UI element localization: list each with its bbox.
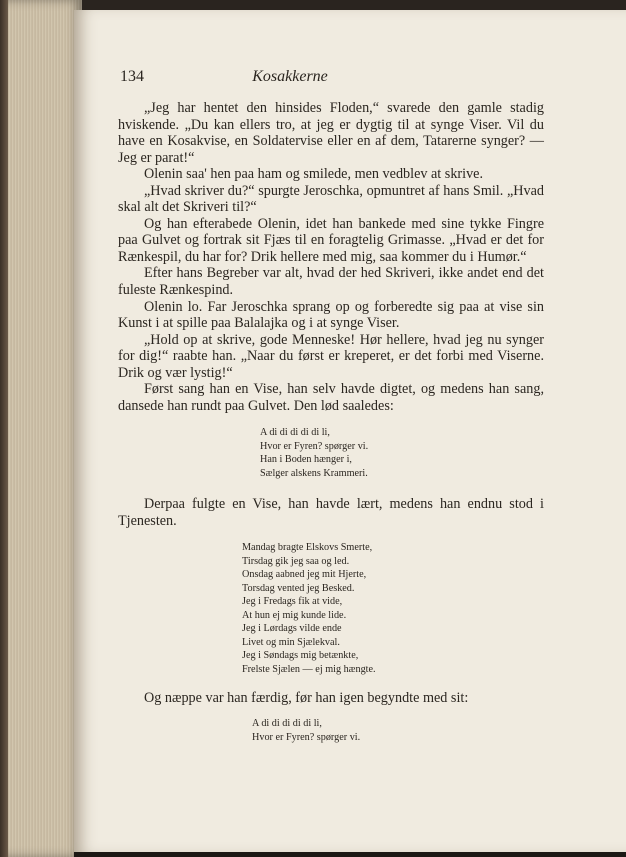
- paragraph-7: „Hold op at skrive, gode Menneske! Hør hellere, hvad jeg nu synger for dig!“ raabte han. „Naar du først er kreperet, er det forbi med Viserne. Drik og vær lystig!“: [118, 331, 544, 381]
- verse-line: Han i Boden hænger i,: [260, 454, 352, 466]
- verse-line: A di di di di di li,: [252, 718, 322, 730]
- paragraph-6: Olenin lo. Far Jeroschka sprang op og forberedte sig paa at vise sin Kunst i at spille paa Balalajka og i at synge Viser.: [118, 298, 544, 332]
- verse-line: Jeg i Søndags mig betænkte,: [242, 650, 359, 662]
- verse-2: [242, 541, 544, 676]
- verse-line: A di di di di di li,: [260, 427, 330, 439]
- book-page-edges: [0, 0, 82, 857]
- paragraph-8: Først sang han en Vise, han selv havde digtet, og medens han sang, dansede han rundt paa Gulvet. Den lød saaledes:: [118, 381, 544, 414]
- verse-line: Frelste Sjælen — ej mig hængte.: [242, 663, 376, 675]
- paragraph-3: „Hvad skriver du?“ spurgte Jeroschka, opmuntret af hans Smil. „Hvad skal alt det Skriveri til?“: [118, 182, 544, 216]
- verse-line: Jeg i Fredags fik at vide,: [242, 596, 343, 608]
- verse-1: [260, 426, 544, 480]
- verse-line: Mandag bragte Elskovs Smerte,: [242, 542, 373, 554]
- verse-line: Livet og min Sjælekval.: [242, 636, 340, 648]
- running-title: Kosakkerne: [252, 68, 328, 85]
- verse-line: Tirsdag gik jeg saa og led.: [242, 555, 350, 567]
- verse-line: Torsdag vented jeg Besked.: [242, 582, 355, 594]
- verse-line: Hvor er Fyren? spørger vi.: [260, 440, 369, 452]
- verse-line: Sælger alskens Krammeri.: [260, 467, 368, 479]
- paragraph-9: Derpaa fulgte en Vise, han havde lært, medens han endnu stod i Tjenesten.: [118, 496, 544, 529]
- paragraph-5: Efter hans Begreber var alt, hvad der hed Skriveri, ikke andet end det fuleste Rænkespind.: [118, 265, 544, 299]
- verse-line: At hun ej mig kunde lide.: [242, 609, 347, 621]
- paragraph-10: Og næppe var han færdig, før han igen begyndte med sit:: [144, 690, 469, 707]
- page-body: [118, 100, 544, 744]
- paragraph-1: „Jeg har hentet den hinsides Floden,“ svarede den gamle stadig hviskende. „Du kan ellers tro, at jeg er dygtig til at synge Viser. Vil du have en Kosakvise, en Soldatervise eller en af dem, Tatarerne synger? — Jeg er parat!“: [118, 100, 544, 166]
- paragraph-2: Olenin saa' hen paa ham og smilede, men vedblev at skrive.: [144, 166, 484, 183]
- verse-line: Onsdag aabned jeg mit Hjerte,: [242, 569, 367, 581]
- verse-3: [252, 717, 544, 744]
- page-header: [120, 58, 460, 88]
- page-number: 134: [120, 68, 144, 85]
- verse-line: Hvor er Fyren? spørger vi.: [252, 731, 361, 743]
- paragraph-4: Og han efterabede Olenin, idet han bankede med sine tykke Fingre paa Gulvet og fortrak sit Fjæs til en foragtelig Grimasse. „Hvad er det for Rænkespil, du har for? Drik hellere med mig, saa kommer du i Humør.“: [118, 215, 544, 265]
- page-bottom-shadow: [74, 852, 626, 857]
- verse-line: Jeg i Lørdags vilde ende: [242, 623, 342, 635]
